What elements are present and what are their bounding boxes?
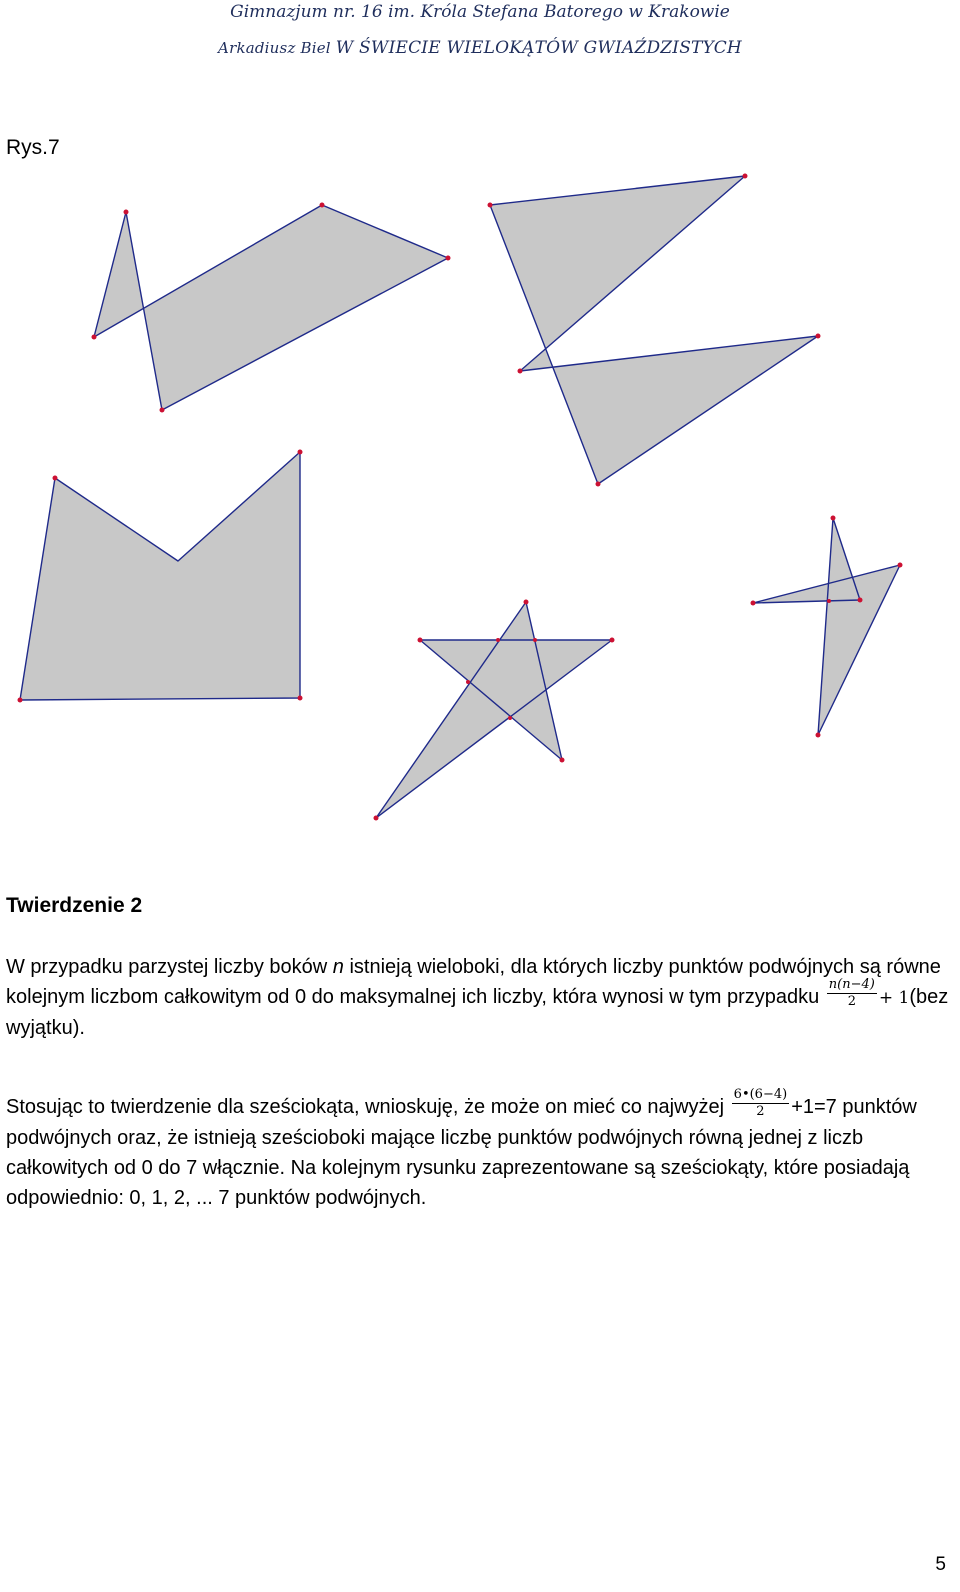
para1-text-a: W przypadku parzystej liczby boków bbox=[6, 956, 333, 978]
figure-label: Rys.7 bbox=[6, 136, 60, 159]
header-title-line bbox=[0, 38, 960, 58]
para1-text-c: (bez wyjątku). bbox=[6, 986, 949, 1040]
polygon-1 bbox=[94, 205, 448, 410]
formula1-denominator: 2 bbox=[847, 994, 856, 1010]
polygon-figure bbox=[0, 160, 960, 860]
header-author: Arkadiusz Biel bbox=[218, 39, 331, 57]
polygon-2 bbox=[490, 176, 818, 484]
formula1-plus-one: + 1 bbox=[878, 988, 910, 1008]
header-subtitle: W ŚWIECIE WIELOKĄTÓW GWIAŹDZISTYCH bbox=[335, 38, 742, 58]
theorem-title: Twierdzenie 2 bbox=[6, 894, 143, 917]
polygon-5 bbox=[753, 518, 900, 735]
formula2-result: +1=7 bbox=[791, 1096, 837, 1118]
page-number: 5 bbox=[935, 1554, 946, 1575]
polygon-4-star bbox=[376, 602, 612, 818]
formula1-numerator: n(n−4) bbox=[828, 977, 875, 993]
polygon-3-m-shape bbox=[20, 452, 300, 700]
formula2-denominator: 2 bbox=[756, 1104, 765, 1120]
variable-n: n bbox=[332, 956, 344, 978]
hexagon-paragraph bbox=[6, 1087, 954, 1213]
para1-text-b: istnieją wieloboki, dla których liczby punktów podwójnych są równe kolejnym liczbom całkowitym od 0 do maksymalnej ich liczby, która wynosi w tym przypadku bbox=[6, 956, 941, 1008]
formula-max-double-points bbox=[827, 978, 877, 1009]
formula2-numerator: 6•(6−4) bbox=[733, 1087, 788, 1103]
para2-text-a: Stosując to twierdzenie dla sześciokąta, wnioskuję, że może on mieć co najwyżej bbox=[6, 1096, 730, 1118]
para2-text-b: punktów podwójnych oraz, że istnieją sześcioboki mające liczbę punktów podwójnych równą jednej z liczb całkowitych od 0 do 7 włącznie. Na kolejnym rysunku zaprezentowane są sześciokąty, które posiadają odpowiednio: 0, 1, 2, ... 7 punktów podwójnych. bbox=[6, 1096, 917, 1210]
formula-hexagon bbox=[732, 1088, 790, 1119]
header-school: Gimnazjum nr. 16 im. Króla Stefana Batorego w Krakowie bbox=[230, 2, 730, 22]
theorem-paragraph bbox=[6, 952, 954, 1043]
